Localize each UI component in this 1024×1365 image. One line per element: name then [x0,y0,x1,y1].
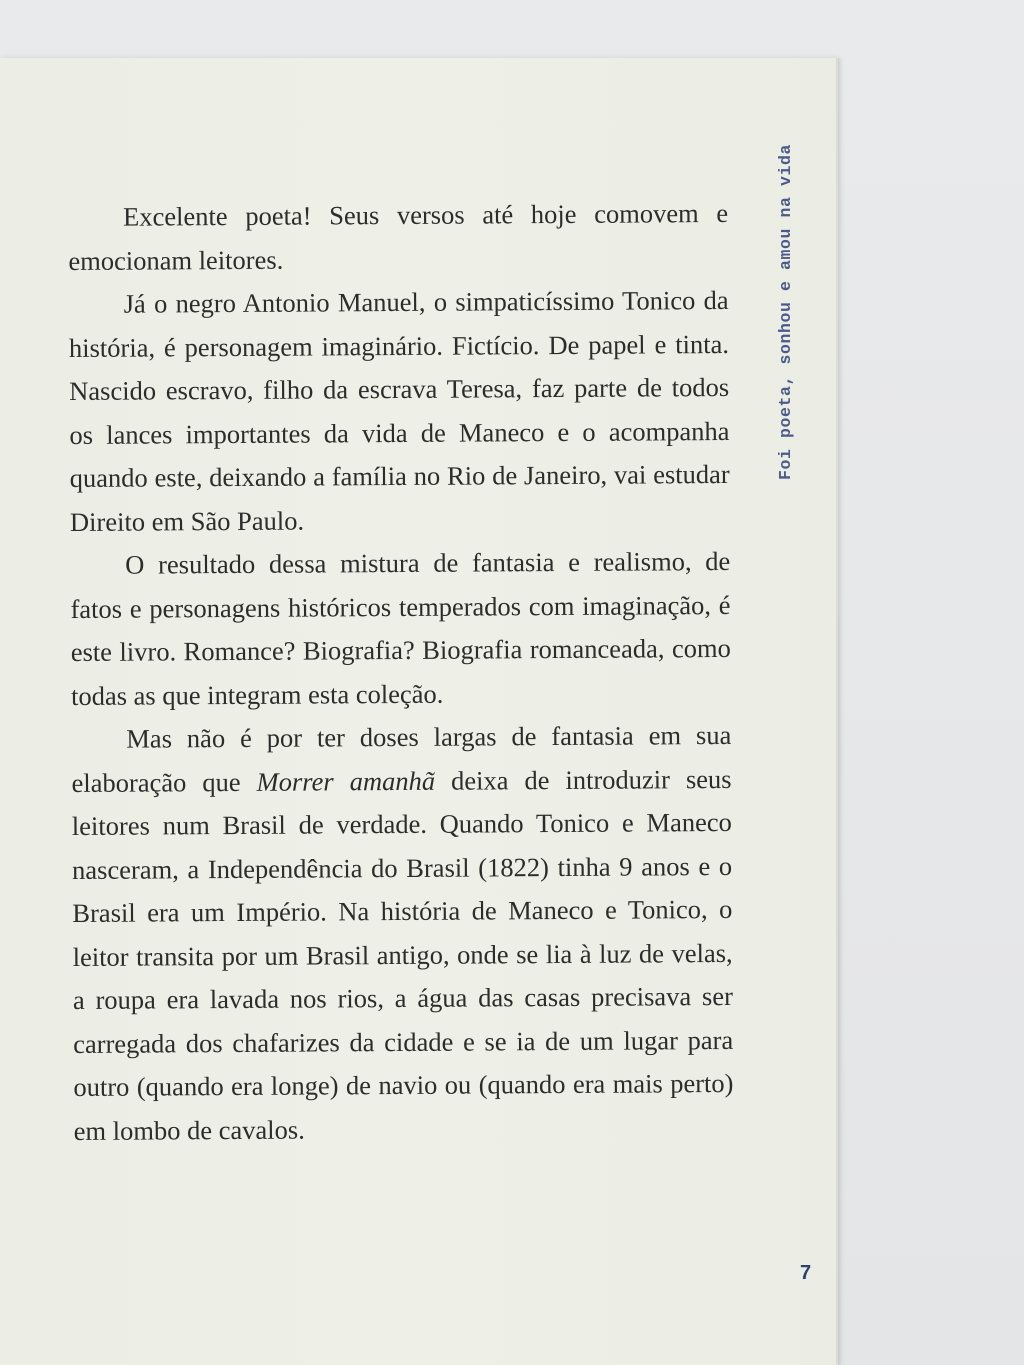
paragraph-1: Excelente poeta! Seus versos até hoje comovem e emocionam leitores. [68,197,729,276]
paragraph-4-start: Mas não é por ter doses largas de fantasia em sua elaboração que [71,719,732,798]
book-title-italic: Morrer amanhã [256,765,436,797]
paragraph-4-end: deixa de introduzir seus leitores num Brasil de verdade. Quando Tonico e Maneco nasceram, a Independência do Brasil (1822) tinha 9 anos e o Brasil era um Império. Na história de Maneco e Tonico, o leitor transita por um Brasil antigo, onde se lia à luz de velas, a roupa era lavada nos rios, a água das casas precisava ser carregada dos chafarizes da cidade e se ia de um lugar para outro (quando era longe) de navio ou (quando era mais perto) em lombo de cavalos. [71,763,734,1146]
paragraph-3: O resultado dessa mistura de fantasia e realismo, de fatos e personagens históricos temperados com imaginação, é este livro. Romance? Biografia? Biografia romanceada, como todas as que integram esta coleção. [70,545,731,711]
paragraph-2: Já o negro Antonio Manuel, o simpaticíssimo Tonico da história, é personagem imaginário. Fictício. De papel e tinta. Nascido escravo, filho da escrava Teresa, faz parte de todos os lances importantes da vida de Maneco e o acompanha quando este, deixando a família no Rio de Janeiro, vai estudar Direito em São Paulo. [68,284,730,537]
running-head-vertical: Foi poeta, sonhou e amou na vida [776,143,795,480]
paragraph-4 [71,714,734,1153]
page-edge-shadow [836,58,842,1365]
body-text [68,192,734,1153]
page-number: 7 [800,1262,812,1284]
